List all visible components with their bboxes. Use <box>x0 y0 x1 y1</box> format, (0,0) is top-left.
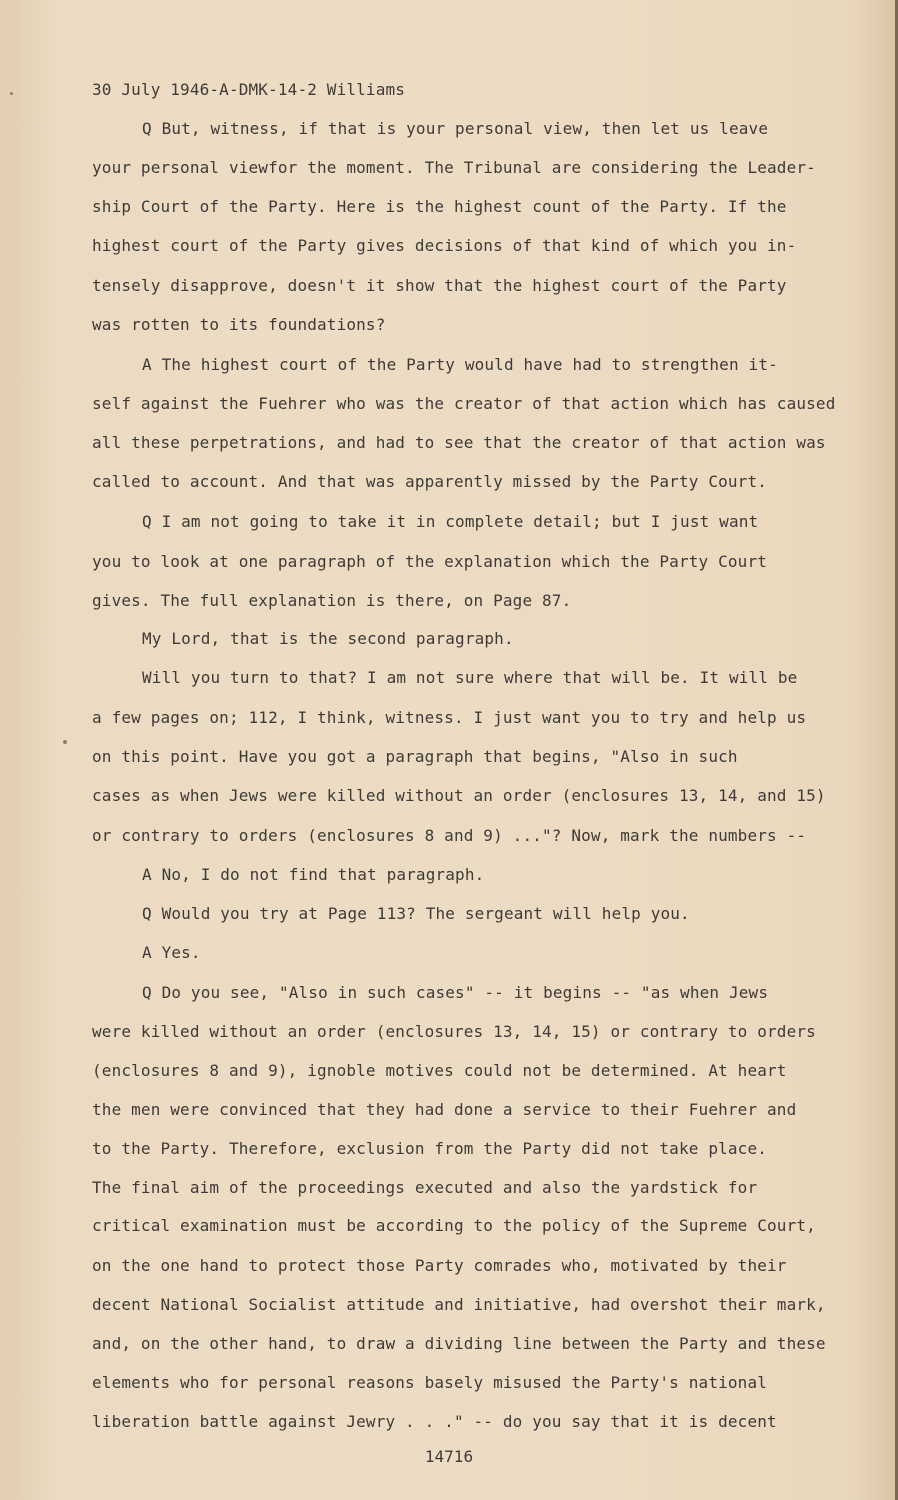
margin-mark <box>63 740 67 744</box>
text-line: all these perpetrations, and had to see that the creator of that action was <box>92 433 826 452</box>
text-line: self against the Fuehrer who was the creator of that action which has caused <box>92 394 836 413</box>
text-line: and, on the other hand, to draw a dividing line between the Party and these <box>92 1334 826 1353</box>
text-line: Will you turn to that? I am not sure where that will be. It will be <box>142 668 798 687</box>
text-line: was rotten to its foundations? <box>92 315 386 334</box>
text-line: elements who for personal reasons basely misused the Party's national <box>92 1373 768 1392</box>
text-line: gives. The full explanation is there, on Page 87. <box>92 591 572 610</box>
text-line: cases as when Jews were killed without an order (enclosures 13, 14, and 15) <box>92 786 826 805</box>
text-line: (enclosures 8 and 9), ignoble motives could not be determined. At heart <box>92 1061 787 1080</box>
margin-mark <box>10 92 13 95</box>
text-line: your personal viewfor the moment. The Tribunal are considering the Leader- <box>92 158 816 177</box>
text-line: tensely disapprove, doesn't it show that the highest court of the Party <box>92 276 787 295</box>
text-line: A Yes. <box>142 943 201 962</box>
text-line: were killed without an order (enclosures 13, 14, 15) or contrary to orders <box>92 1022 816 1041</box>
text-line: liberation battle against Jewry . . ." -- do you say that it is decent <box>92 1412 777 1431</box>
text-line: Q Do you see, "Also in such cases" -- it begins -- "as when Jews <box>142 983 769 1002</box>
text-line: a few pages on; 112, I think, witness. I just want you to try and help us <box>92 708 807 727</box>
page-number: 14716 <box>424 1447 474 1466</box>
page-header: 30 July 1946-A-DMK-14-2 Williams <box>92 80 406 99</box>
text-line: or contrary to orders (enclosures 8 and 9) ..."? Now, mark the numbers -- <box>92 826 807 845</box>
text-line: called to account. And that was apparently missed by the Party Court. <box>92 472 768 491</box>
text-line: highest court of the Party gives decisions of that kind of which you in- <box>92 236 797 255</box>
text-line: A The highest court of the Party would have had to strengthen it- <box>142 355 778 374</box>
text-line: to the Party. Therefore, exclusion from the Party did not take place. <box>92 1139 768 1158</box>
text-line: My Lord, that is the second paragraph. <box>142 629 514 648</box>
text-line: critical examination must be according to the policy of the Supreme Court, <box>92 1216 816 1235</box>
text-line: Q I am not going to take it in complete detail; but I just want <box>142 512 759 531</box>
text-line: the men were convinced that they had done a service to their Fuehrer and <box>92 1100 797 1119</box>
text-line: Q Would you try at Page 113? The sergeant will help you. <box>142 904 690 923</box>
text-line: Q But, witness, if that is your personal view, then let us leave <box>142 119 769 138</box>
text-line: you to look at one paragraph of the explanation which the Party Court <box>92 552 768 571</box>
text-line: A No, I do not find that paragraph. <box>142 865 485 884</box>
text-line: on the one hand to protect those Party comrades who, motivated by their <box>92 1256 787 1275</box>
text-line: ship Court of the Party. Here is the highest count of the Party. If the <box>92 197 787 216</box>
text-line: The final aim of the proceedings executed and also the yardstick for <box>92 1178 758 1197</box>
text-line: decent National Socialist attitude and initiative, had overshot their mark, <box>92 1295 826 1314</box>
text-line: on this point. Have you got a paragraph that begins, "Also in such <box>92 747 738 766</box>
